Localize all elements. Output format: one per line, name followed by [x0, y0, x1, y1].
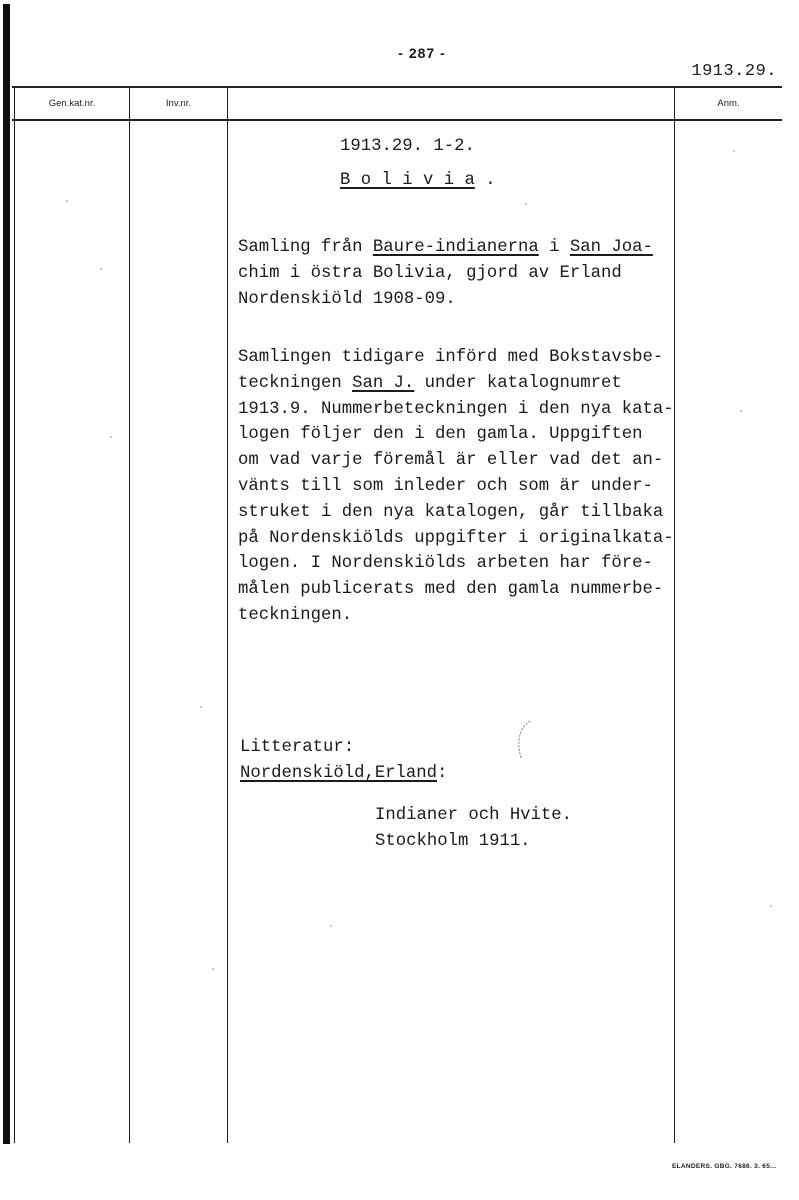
- scan-speck: [770, 905, 772, 907]
- printer-imprint: ELANDERS. GBG. 7686. 3. 65...: [672, 1163, 777, 1170]
- text-span: i: [538, 238, 570, 257]
- column-divider-main-anm: [674, 87, 675, 1143]
- scan-speck: [66, 200, 68, 202]
- underlined-code: San J.: [352, 373, 415, 393]
- literature-heading: Litteratur:: [240, 738, 355, 757]
- author-suffix: :: [437, 764, 448, 783]
- text-span: under katalognumret: [414, 373, 622, 393]
- text-line: 1913.9. Nummerbeteckningen i den nya kata-: [238, 399, 674, 419]
- literature-title: Indianer och Hvite.: [375, 806, 573, 825]
- scan-speck: [100, 268, 102, 270]
- binding-edge-bar: [3, 4, 10, 1144]
- text-line: [238, 371, 674, 397]
- literature-author: [240, 761, 447, 787]
- header-bottom-rule: [12, 119, 782, 121]
- text-line: teckningen.: [238, 605, 353, 625]
- paragraph-collection-description: [238, 235, 653, 312]
- text-line: logen. I Nordenskiölds arbeten har före-: [238, 554, 653, 574]
- catalog-reference: 1913.29.: [691, 62, 777, 81]
- country-suffix: .: [474, 171, 496, 190]
- column-divider-gen-inv: [129, 87, 130, 1143]
- text-line: [238, 235, 653, 261]
- text-span: Samling från: [238, 238, 373, 257]
- column-header-anm: Anm.: [717, 98, 740, 109]
- scan-speck: [200, 706, 202, 708]
- scan-speck: [733, 150, 735, 152]
- author-name: Nordenskiöld,Erland: [240, 764, 438, 783]
- column-header-inv-nr: Inv.nr.: [165, 98, 192, 109]
- text-line: om vad varje föremål är eller vad det an-: [238, 451, 664, 471]
- entry-country: [340, 168, 496, 194]
- scan-speck: [110, 436, 112, 438]
- text-span: teckningen: [238, 373, 353, 393]
- scan-speck: [330, 925, 332, 927]
- text-line: Samlingen tidigare införd med Bokstavsbe-: [238, 348, 664, 367]
- page-number: - 287 -: [398, 45, 446, 61]
- underlined-people: Baure-indianerna: [372, 238, 539, 257]
- column-divider-left: [14, 87, 15, 1143]
- scan-speck: [212, 968, 214, 970]
- text-line: chim i östra Bolivia, gjord av Erland: [238, 263, 622, 283]
- text-line: logen följer den i den gamla. Uppgiften: [238, 425, 643, 445]
- pencil-mark: [508, 718, 538, 766]
- country-name: B o l i v i a: [340, 171, 475, 190]
- paragraph-catalog-notes: [238, 345, 674, 629]
- column-header-gen-kat-nr: Gen.kat.nr.: [48, 98, 96, 109]
- text-line: målen publicerats med den gamla nummerbe-: [238, 580, 664, 600]
- text-line: struket i den nya katalogen, går tillbaka: [238, 502, 664, 522]
- text-line: vänts till som inleder och som är under-: [238, 476, 653, 496]
- text-line: på Nordenskiölds uppgifter i originalkata-: [238, 528, 674, 548]
- header-top-rule: [12, 86, 782, 88]
- entry-number: 1913.29. 1-2.: [340, 137, 475, 156]
- scan-speck: [740, 410, 742, 412]
- text-line: Nordenskiöld 1908-09.: [238, 289, 456, 309]
- underlined-place: San Joa-: [569, 238, 653, 257]
- column-divider-inv-main: [227, 87, 228, 1143]
- scan-speck: [525, 203, 527, 205]
- literature-place-year: Stockholm 1911.: [375, 832, 531, 851]
